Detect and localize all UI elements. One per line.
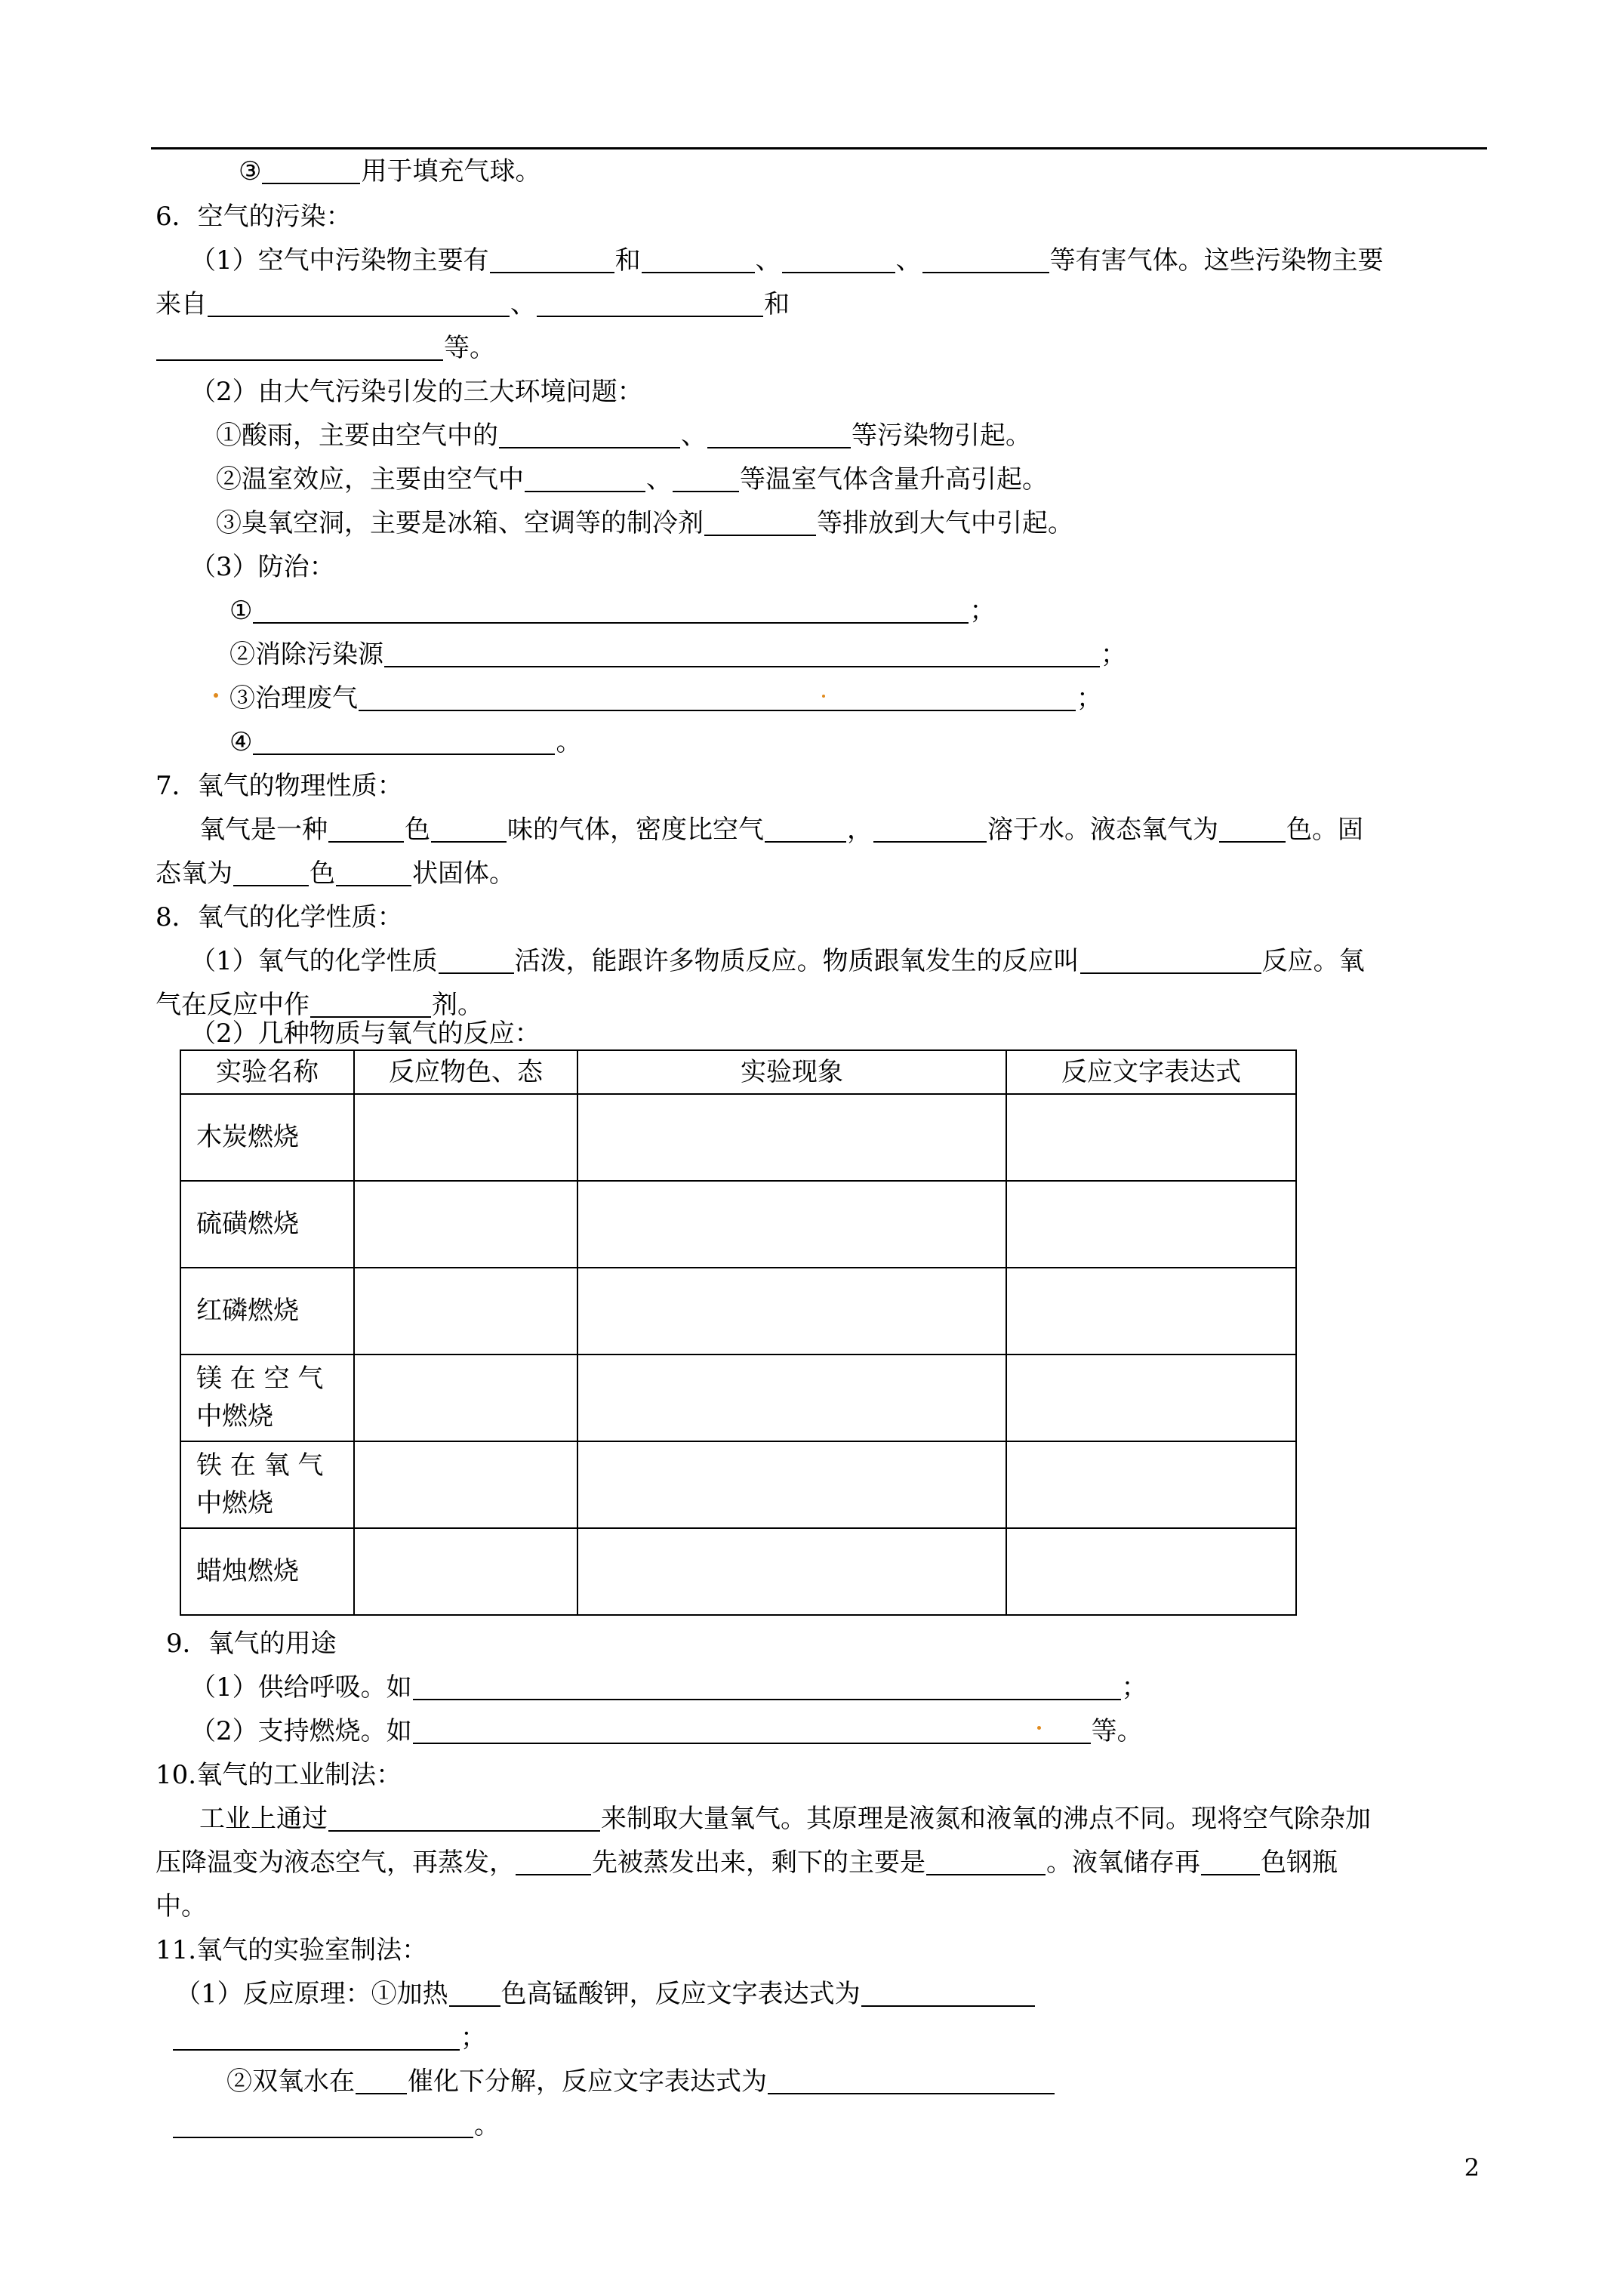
blank[interactable] <box>1080 947 1261 974</box>
name-line: 铁 在 氧 气 <box>196 1450 324 1481</box>
line-text: 等有害气体。这些污染物主要 <box>1049 245 1384 276</box>
table-header-row <box>180 1050 1296 1094</box>
line-text: ； <box>1121 1672 1147 1703</box>
section-heading <box>156 198 352 230</box>
name-line: 镁 在 空 气 <box>196 1364 324 1395</box>
line-text: 状固体。 <box>412 858 515 889</box>
text-line <box>190 1015 540 1049</box>
text-line <box>199 1800 1371 1832</box>
table-cell[interactable] <box>354 1181 577 1268</box>
table-cell[interactable] <box>1006 1268 1296 1354</box>
experiment-name <box>180 1354 354 1441</box>
line-text: 等。 <box>1091 1716 1143 1746</box>
blank[interactable] <box>208 290 510 317</box>
experiment-name: 蜡烛燃烧 <box>180 1528 354 1615</box>
line-text: 来制取大量氧气。其原理是液氮和液氧的沸点不同。现将空气除杂加 <box>601 1804 1371 1834</box>
header-cell: 实验现象 <box>577 1050 1006 1094</box>
blank[interactable] <box>707 421 851 448</box>
line-text: 中。 <box>156 1891 207 1922</box>
blank[interactable] <box>356 2067 407 2094</box>
blank[interactable] <box>439 947 514 974</box>
blank[interactable] <box>926 1848 1046 1875</box>
table-cell[interactable] <box>1006 1441 1296 1528</box>
line-text: ②消除污染源 <box>229 639 383 670</box>
blank[interactable] <box>262 157 360 184</box>
table-row <box>180 1354 1296 1441</box>
blank[interactable] <box>704 509 816 536</box>
text-line <box>156 329 495 361</box>
blank[interactable] <box>359 684 1076 711</box>
line-text: 气在反应中作 <box>156 990 310 1020</box>
line-text: 来自 <box>156 289 207 319</box>
blank[interactable] <box>922 246 1049 273</box>
experiment-name: 红磷燃烧 <box>180 1268 354 1354</box>
line-text: 活泼，能跟许多物质反应。物质跟氧发生的反应叫 <box>514 946 1079 976</box>
line-text: 。液氧储存再 <box>1046 1848 1200 1878</box>
line-text: 色。固 <box>1286 815 1363 845</box>
blank[interactable] <box>1201 1848 1260 1875</box>
line-text: （1）空气中污染物主要有 <box>190 245 489 276</box>
heading-text: 11.氧气的实验室制法： <box>156 1935 428 1965</box>
reaction-table <box>180 1049 1297 1616</box>
blank[interactable] <box>413 1717 1091 1744</box>
line-text: 、 <box>510 289 536 319</box>
line-text: 和 <box>764 289 790 319</box>
table-row <box>180 1181 1296 1268</box>
text-line <box>172 2019 486 2051</box>
section-heading <box>156 1931 427 1963</box>
line-text: 。 <box>556 727 582 757</box>
header-rule <box>151 147 1487 149</box>
line-text: 色钢瓶 <box>1261 1848 1338 1878</box>
blank[interactable] <box>384 640 1100 667</box>
table-cell[interactable] <box>354 1354 577 1441</box>
table-row <box>180 1441 1296 1528</box>
text-line <box>156 1888 207 1922</box>
text-line <box>172 2106 500 2138</box>
line-text: （2）由大气污染引发的三大环境问题： <box>190 377 643 407</box>
line-text: ； <box>1076 683 1102 713</box>
blank[interactable] <box>173 2023 460 2051</box>
text-line <box>156 1844 1338 1878</box>
text-line <box>156 855 515 889</box>
heading-text: 7．氧气的物理性质： <box>156 771 403 801</box>
line-text: 和 <box>614 245 641 276</box>
header-cell: 实验名称 <box>180 1050 354 1094</box>
text-line <box>190 942 1365 974</box>
text-line <box>229 723 581 755</box>
line-text: ① <box>229 596 253 626</box>
line-text: （1）供给呼吸。如 <box>190 1672 412 1703</box>
line-text: 。 <box>474 2110 500 2140</box>
table-cell[interactable] <box>577 1181 1006 1268</box>
blank[interactable] <box>253 728 555 755</box>
line-text: （1）氧气的化学性质 <box>190 946 438 976</box>
blank[interactable] <box>499 421 680 448</box>
stray-mark <box>214 693 218 698</box>
table-row <box>180 1094 1296 1181</box>
blank[interactable] <box>233 859 309 886</box>
line-text: ③臭氧空洞，主要是冰箱、空调等的制冷剂 <box>216 508 704 538</box>
text-line <box>190 1712 1143 1744</box>
section-heading <box>156 767 403 799</box>
blank[interactable] <box>525 465 645 492</box>
blank[interactable] <box>310 991 431 1018</box>
table-cell[interactable] <box>354 1441 577 1528</box>
heading-text: 8．氧气的化学性质： <box>156 902 403 932</box>
line-text: 色 <box>310 858 335 889</box>
blank[interactable] <box>873 815 987 843</box>
heading-text: 10.氧气的工业制法： <box>156 1760 402 1790</box>
line-text: 色 <box>405 815 430 845</box>
text-line <box>216 417 1031 451</box>
text-line <box>226 2063 1055 2097</box>
page-number: 2 <box>1464 2153 1480 2182</box>
blank[interactable] <box>673 465 739 492</box>
blank[interactable] <box>642 246 755 273</box>
line-text: 、 <box>681 421 707 451</box>
line-text: 态氧为 <box>156 858 233 889</box>
blank[interactable] <box>449 1980 500 2007</box>
text-line <box>199 811 1363 843</box>
table-cell[interactable] <box>577 1441 1006 1528</box>
text-line <box>216 504 1073 536</box>
experiment-name: 硫磺燃烧 <box>180 1181 354 1268</box>
heading-text: 6．空气的污染： <box>156 202 352 232</box>
line-text: ； <box>1101 639 1126 670</box>
blank[interactable] <box>328 1804 600 1832</box>
line-text: ； <box>969 596 996 626</box>
heading-text: 9．氧气的用途 <box>166 1629 337 1659</box>
blank[interactable] <box>861 1980 1035 2007</box>
section-heading <box>156 1756 402 1788</box>
table-row <box>180 1268 1296 1354</box>
blank[interactable] <box>413 1673 1121 1700</box>
text-line <box>229 680 1102 711</box>
header-cell: 反应物色、态 <box>354 1050 577 1094</box>
line-text: ④ <box>229 727 253 757</box>
line-text: ①酸雨，主要由空气中的 <box>216 421 498 451</box>
line-text: 、 <box>895 245 922 276</box>
table-cell[interactable] <box>1006 1094 1296 1181</box>
blank[interactable] <box>537 290 763 317</box>
line-text: 等排放到大气中引起。 <box>817 508 1073 538</box>
line-text: （2）支持燃烧。如 <box>190 1716 412 1746</box>
line-text: ， <box>847 815 873 845</box>
text-line <box>216 461 1048 495</box>
line-text: （2）几种物质与氧气的反应： <box>190 1019 540 1049</box>
table-cell[interactable] <box>577 1268 1006 1354</box>
line-text: 、 <box>646 464 672 495</box>
blank[interactable] <box>1219 815 1286 843</box>
line-text: 压降温变为液态空气，再蒸发， <box>156 1848 515 1878</box>
text-line <box>156 986 483 1018</box>
section-heading <box>156 898 403 930</box>
line-text: 反应。氧 <box>1261 946 1365 976</box>
line-text: 等。 <box>444 333 495 363</box>
blank[interactable] <box>782 246 895 273</box>
line-text: ； <box>460 2023 486 2053</box>
blank[interactable] <box>768 2067 1055 2094</box>
section-heading <box>166 1625 337 1657</box>
table-cell[interactable] <box>1006 1181 1296 1268</box>
line-text: 用于填充气球。 <box>361 156 541 186</box>
line-text: 剂。 <box>432 990 483 1020</box>
text-line <box>190 242 1384 276</box>
name-line: 中燃烧 <box>196 1401 273 1432</box>
text-line <box>156 285 790 317</box>
blank[interactable] <box>431 815 507 843</box>
experiment-name: 木炭燃烧 <box>180 1094 354 1181</box>
line-text: 氧气是一种 <box>199 815 328 845</box>
blank[interactable] <box>156 334 443 361</box>
blank[interactable] <box>253 596 969 624</box>
line-text: ②双氧水在 <box>226 2066 355 2097</box>
name-line: 中燃烧 <box>196 1487 273 1518</box>
table-cell[interactable] <box>1006 1354 1296 1441</box>
text-line <box>229 636 1126 670</box>
line-text: 催化下分解，反应文字表达式为 <box>408 2066 767 2097</box>
text-line <box>239 153 540 184</box>
header-cell: 反应文字表达式 <box>1006 1050 1296 1094</box>
blank[interactable] <box>516 1848 591 1875</box>
line-text: ③治理废气 <box>229 683 358 713</box>
blank[interactable] <box>328 815 404 843</box>
line-text: （3）防治： <box>190 552 335 582</box>
table-cell[interactable] <box>1006 1528 1296 1615</box>
line-text: ③ <box>239 156 262 186</box>
line-text: 工业上通过 <box>199 1804 328 1834</box>
text-line <box>190 548 335 580</box>
table-cell[interactable] <box>577 1528 1006 1615</box>
text-line <box>190 1669 1147 1703</box>
text-line <box>175 1975 1036 2007</box>
table-cell[interactable] <box>577 1354 1006 1441</box>
experiment-name <box>180 1441 354 1528</box>
line-text: ②温室效应，主要由空气中 <box>216 464 524 495</box>
table-row <box>180 1528 1296 1615</box>
blank[interactable] <box>490 246 614 273</box>
text-line <box>229 592 995 624</box>
table-cell[interactable] <box>354 1528 577 1615</box>
text-line <box>190 373 643 405</box>
table-cell[interactable] <box>354 1094 577 1181</box>
line-text: （1）反应原理：①加热 <box>175 1979 448 2009</box>
line-text: 溶于水。液态氧气为 <box>987 815 1218 845</box>
blank[interactable] <box>336 859 411 886</box>
line-text: 等温室气体含量升高引起。 <box>740 464 1048 495</box>
table-cell[interactable] <box>354 1268 577 1354</box>
table-cell[interactable] <box>577 1094 1006 1181</box>
line-text: 等污染物引起。 <box>852 421 1031 451</box>
line-text: 色高锰酸钾，反应文字表达式为 <box>500 1979 861 2009</box>
line-text: 先被蒸发出来，剩下的主要是 <box>592 1848 925 1878</box>
line-text: 味的气体，密度比空气 <box>507 815 764 845</box>
blank[interactable] <box>765 815 846 843</box>
blank[interactable] <box>173 2111 473 2138</box>
line-text: 、 <box>755 245 781 276</box>
